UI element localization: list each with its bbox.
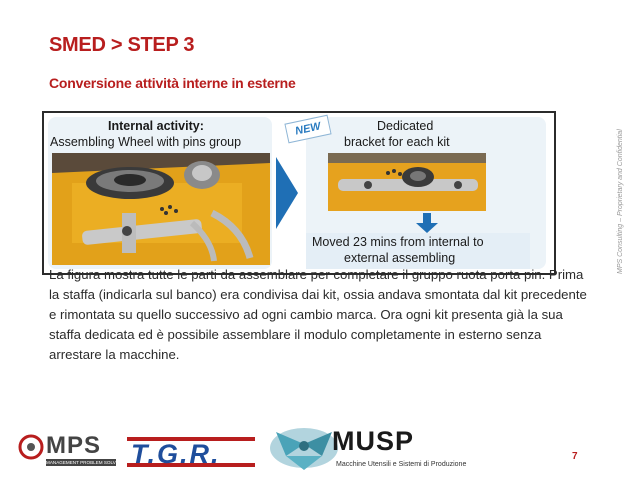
slide-title: SMED > STEP 3 (49, 34, 195, 56)
right-caption-line2: bracket for each kit (344, 135, 450, 149)
musp-tagline: Macchine Utensili e Sistemi di Produzione (336, 461, 467, 468)
wheel-assembly-photo (52, 153, 270, 265)
musp-logo (266, 424, 467, 474)
new-badge: NEW (284, 115, 331, 144)
tgr-logo-text: T.G.R. (131, 439, 221, 469)
body-paragraph: La figura mostra tutte le parti da assemblare per completare il gruppo ruota porta pin. Prima la staffa (indicarla sul banco) era condivisa dai kit, ossia andava smontata dal kit precedente e rimontata su quello successivo ad ogni cambio marca. Ora ogni kit presenta già la sua staffa dedicata ed è possibile assemblare il modulo completamente in esterno senza arrestare la macchine. (49, 267, 587, 362)
process-figure (42, 111, 556, 275)
mps-logo-text: MPS (46, 432, 102, 459)
mps-tagline: MANAGEMENT PROBLEM SOLVING (46, 460, 124, 465)
musp-logo-text: MUSP (332, 426, 415, 456)
page-number: 7 (572, 451, 578, 462)
bottom-caption-line1: Moved 23 mins from internal to (312, 235, 484, 249)
left-caption-title: Internal activity: (108, 119, 204, 133)
slide-subtitle: Conversione attività interne in esterne (49, 75, 296, 91)
tgr-logo (127, 433, 255, 469)
bottom-caption-line2: external assembling (344, 251, 456, 265)
confidential-note: MPS Consulting – Proprietary and Confidential (617, 129, 624, 274)
dedicated-bracket-photo (328, 153, 486, 211)
process-arrow-icon (276, 157, 298, 229)
left-caption: Assembling Wheel with pins group (50, 135, 242, 149)
arrow-down-icon (416, 213, 438, 233)
musp-logo-icon (266, 424, 342, 472)
mps-logo-icon (18, 434, 44, 460)
mps-logo (18, 432, 124, 468)
right-caption-line1: Dedicated (377, 119, 434, 133)
